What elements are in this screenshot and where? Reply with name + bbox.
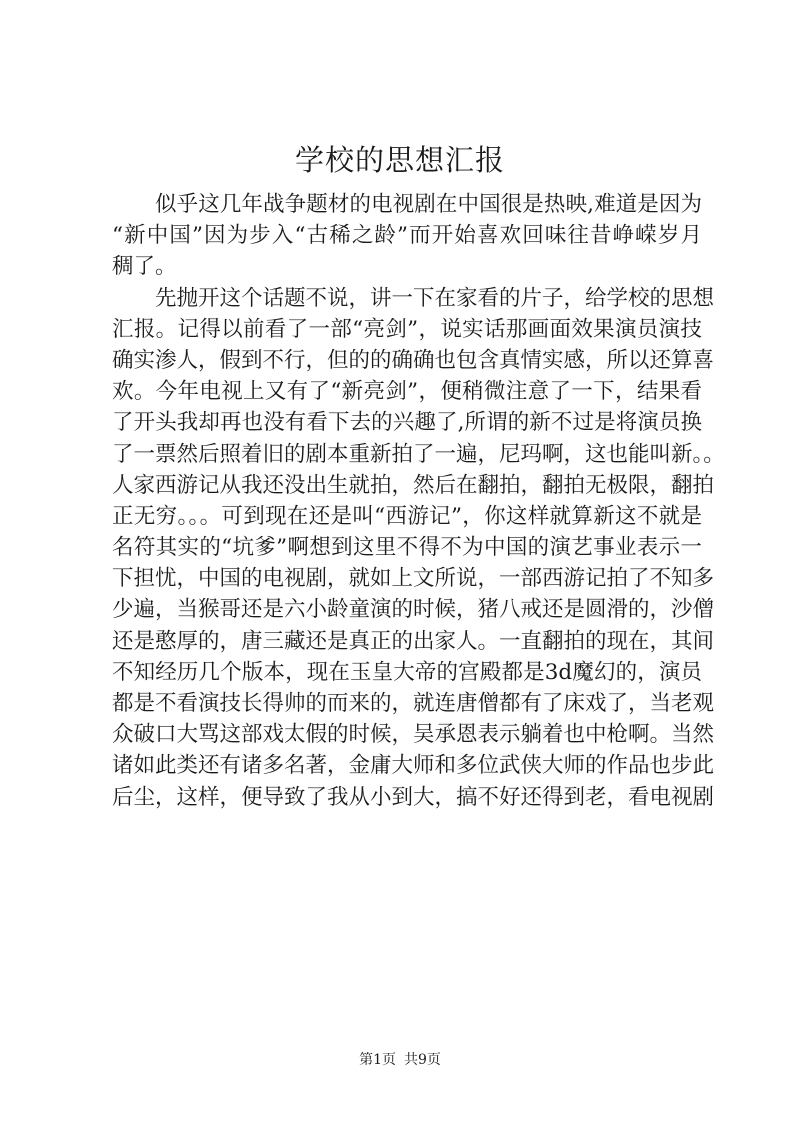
page-total: 共9页 [404, 1052, 441, 1068]
text-line: 汇报。记得以前看了一部“亮剑”，说实话那画面效果演员演技 [112, 316, 702, 342]
page-footer [0, 1050, 800, 1070]
text-line: 欢。今年电视上又有了“新亮剑”，便稍微注意了一下，结果看 [112, 379, 702, 405]
text-line: 了开头我却再也没有看下去的兴趣了,所谓的新不过是将演员换 [112, 410, 702, 436]
text-line: 了一票然后照着旧的剧本重新拍了一遍，尼玛啊，这也能叫新。。 [112, 441, 725, 467]
text-line: 人家西游记从我还没出生就拍，然后在翻拍，翻拍无极限，翻拍 [112, 472, 715, 498]
text-line: 众破口大骂这部戏太假的时候，吴承恩表示躺着也中枪啊。当然 [112, 722, 715, 748]
text-line: 正无穷。。。可到现在还是叫“西游记”，你这样就算新这不就是 [112, 503, 702, 529]
document-title: 学校的思想汇报 [294, 143, 505, 177]
text-line: 下担忧，中国的电视剧，就如上文所说，一部西游记拍了不知多 [112, 566, 715, 592]
text-line: 稠了。 [112, 254, 177, 280]
document-body [112, 189, 725, 813]
text-line: 不知经历几个版本，现在玉皇大帝的宫殿都是3d魔幻的，演员 [112, 659, 702, 685]
text-line: 确实渗人，假到不行，但的的确确也包含真情实感，所以还算喜 [112, 347, 715, 373]
text-line: 名符其实的“坑爹”啊想到这里不得不为中国的演艺事业表示一 [112, 535, 702, 561]
text-line: 似乎这几年战争题材的电视剧在中国很是热映,难道是因为 [155, 192, 702, 217]
page-number: 第1页 [359, 1052, 396, 1068]
text-line: 都是不看演技长得帅的而来的，就连唐僧都有了床戏了，当老观 [112, 691, 715, 716]
text-line: “新中国”因为步入“古稀之龄”而开始喜欢回味往昔峥嵘岁月 [112, 223, 702, 249]
text-line: 还是憨厚的，唐三藏还是真正的出家人。一直翻拍的现在，其间 [112, 628, 715, 654]
text-line: 诸如此类还有诸多名著，金庸大师和多位武侠大师的作品也步此 [112, 753, 715, 779]
text-line: 少遍，当猴哥还是六小龄童演的时候，猪八戒还是圆滑的，沙僧 [112, 597, 715, 623]
text-line: 先抛开这个话题不说，讲一下在家看的片子，给学校的思想 [155, 285, 715, 311]
text-line: 后尘，这样，便导致了我从小到大，搞不好还得到老，看电视剧 [112, 784, 715, 810]
